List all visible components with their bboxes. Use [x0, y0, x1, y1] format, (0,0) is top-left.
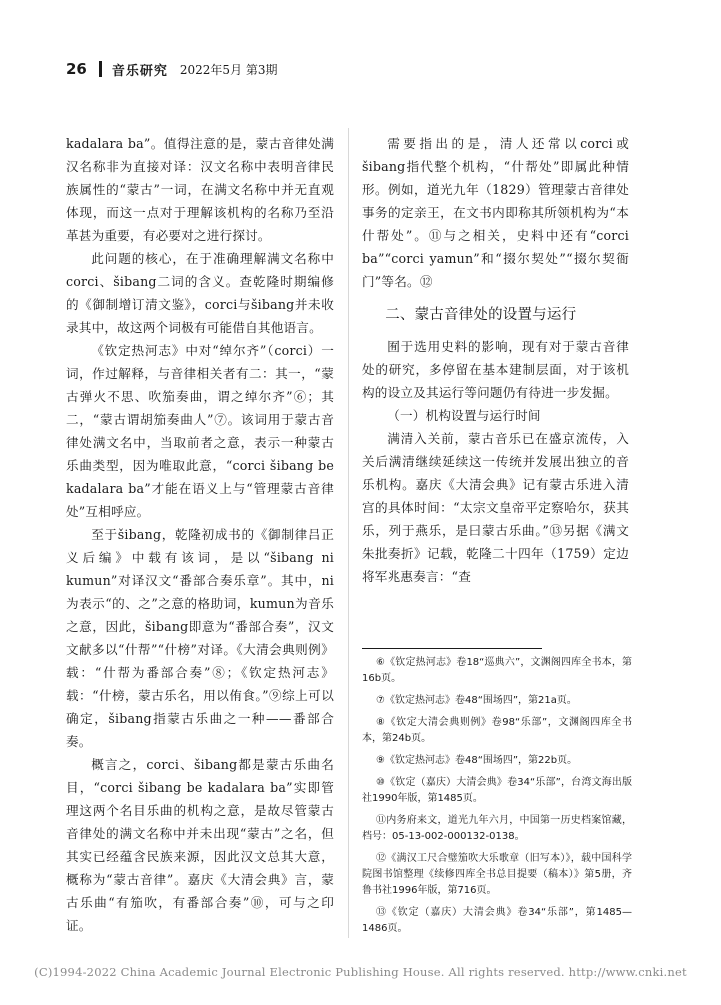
paragraph: 概言之，corci、šibang都是蒙古乐曲名目，“corci šibang be kadalara ba”实即管理这两个名目乐曲的机构之意，是故尽管蒙古音律处的满文名称中并未出现“蒙古”之名，但其实已经蕴含民族来源，因此汉文总其大意，概称为“蒙古音律”。嘉庆《大清会典》言，蒙古乐曲“有笳吹，有番部合奏”⑩，可与之印证。 — [66, 757, 334, 933]
footnote: ⑥《钦定热河志》卷18“巡典六”，文渊阁四库全书本，第16b页。 — [362, 657, 632, 684]
footnote: ⑬《钦定（嘉庆）大清会典》卷34“乐部”，第1485—1486页。 — [362, 907, 632, 934]
right-column — [362, 132, 629, 588]
paragraph: 《钦定热河志》中对“绰尔齐”（corci）一词，作过解释，与音律相关者有二：其一，“蒙古弹火不思、吹笳奏曲，谓之绰尔齐”⑥；其二，“蒙古谓胡笳奏曲人”⑦。该词用于蒙古音律处满文名中，当取前者之意，表示一种蒙古乐曲类型，因为唯取此意，“corci šibang be kadalara ba”才能在语义上与“管理蒙古音律处”互相呼应。 — [66, 343, 334, 519]
page-header — [66, 58, 666, 80]
footnotes — [362, 655, 632, 943]
header-divider — [99, 61, 102, 77]
journal-title: 音乐研究 — [111, 63, 168, 79]
copyright-footer: (C)1994-2022 China Academic Journal Electronic Publishing House. All rights reserved. http://www.cnki.net — [34, 965, 687, 979]
paragraph: 至于šibang，乾隆初成书的《御制律吕正义后编》中载有该词，是以“šibang ni kumun”对译汉文“番部合奏乐章”。其中，ni为表示“的、之”之意的格助词，kumun为音乐之意，因此，šibang即意为“番部合奏”，汉文文献多以“什帮”“什榜”对译。《大清会典则例》载：“什帮为番部合奏”⑧；《钦定热河志》载：“什榜，蒙古乐名，用以侑食。”⑨综上可以确定，šibang指蒙古乐曲之一种——番部合奏。 — [66, 527, 334, 749]
footnote: ⑧《钦定大清会典则例》卷98“乐部”，文渊阁四库全书本，第24b页。 — [362, 717, 632, 744]
footnote: ⑦《钦定热河志》卷48“围场四”，第21a页。 — [376, 695, 577, 706]
paragraph: kadalara ba”。值得注意的是，蒙古音律处满汉名称非为直接对译：汉文名称中表明音律民族属性的“蒙古”一词，在满文名称中并无直观体现，而这一点对于理解该机构的名称乃至沿革甚为重要，有必要对之进行探讨。 — [66, 136, 334, 243]
footnote-rule — [362, 648, 542, 649]
paragraph: 需要指出的是，清人还常以corci或šibang指代整个机构，“什帮处”即属此种情形。例如，道光九年（1829）管理蒙古音律处事务的定亲王，在文书内即称其所领机构为“本什帮处”。⑪与之相关，史料中还有“corci ba”“corci yamun”和“掇尔契处”“掇尔契衙门”等名。⑫ — [362, 136, 629, 289]
footnote: ⑨《钦定热河志》卷48“围场四”，第22b页。 — [376, 755, 578, 766]
paragraph: 满清入关前，蒙古音乐已在盛京流传，入关后满清继续延续这一传统并发展出独立的音乐机构。嘉庆《大清会典》记有蒙古乐进入清宫的具体时间：“太宗文皇帝平定察哈尔，获其乐，列于燕乐，是曰蒙古乐曲。”⑬另据《满文朱批奏折》记载，乾隆二十四年（1759）定边将军兆惠奏言：“查 — [362, 431, 629, 584]
paragraph: 囿于选用史料的影响，现有对于蒙古音律处的研究，多停留在基本建制层面，对于该机构的设立及其运行等问题仍有待进一步发掘。 — [362, 339, 629, 400]
footnote: ⑫《满汉工尺合璧笳吹大乐歌章（旧写本）》，载中国科学院图书馆整理《续修四库全书总目提要（稿本）》第5册，齐鲁书社1996年版，第716页。 — [362, 853, 632, 896]
column-divider — [348, 128, 349, 938]
section-heading: 二、蒙古音律处的设置与运行 — [385, 307, 577, 323]
left-column — [66, 132, 334, 937]
paragraph: 此问题的核心，在于准确理解满文名称中corci、šibang二词的含义。查乾隆时期编修的《御制增订清文鉴》，corci与šibang并未收录其中，故这两个词极有可能借自其他语言。 — [66, 251, 334, 335]
subsection-heading: （一）机构设置与运行时间 — [387, 408, 541, 423]
issue-info: 2022年5月 第3期 — [179, 62, 278, 77]
page-number: 26 — [66, 60, 87, 78]
footnote: ⑪内务府来文，道光九年六月，中国第一历史档案馆藏，档号：05-13-002-000132-0138。 — [362, 815, 632, 842]
footnote: ⑩《钦定（嘉庆）大清会典》卷34“乐部”，台湾文海出版社1990年版，第1485页。 — [362, 777, 632, 804]
